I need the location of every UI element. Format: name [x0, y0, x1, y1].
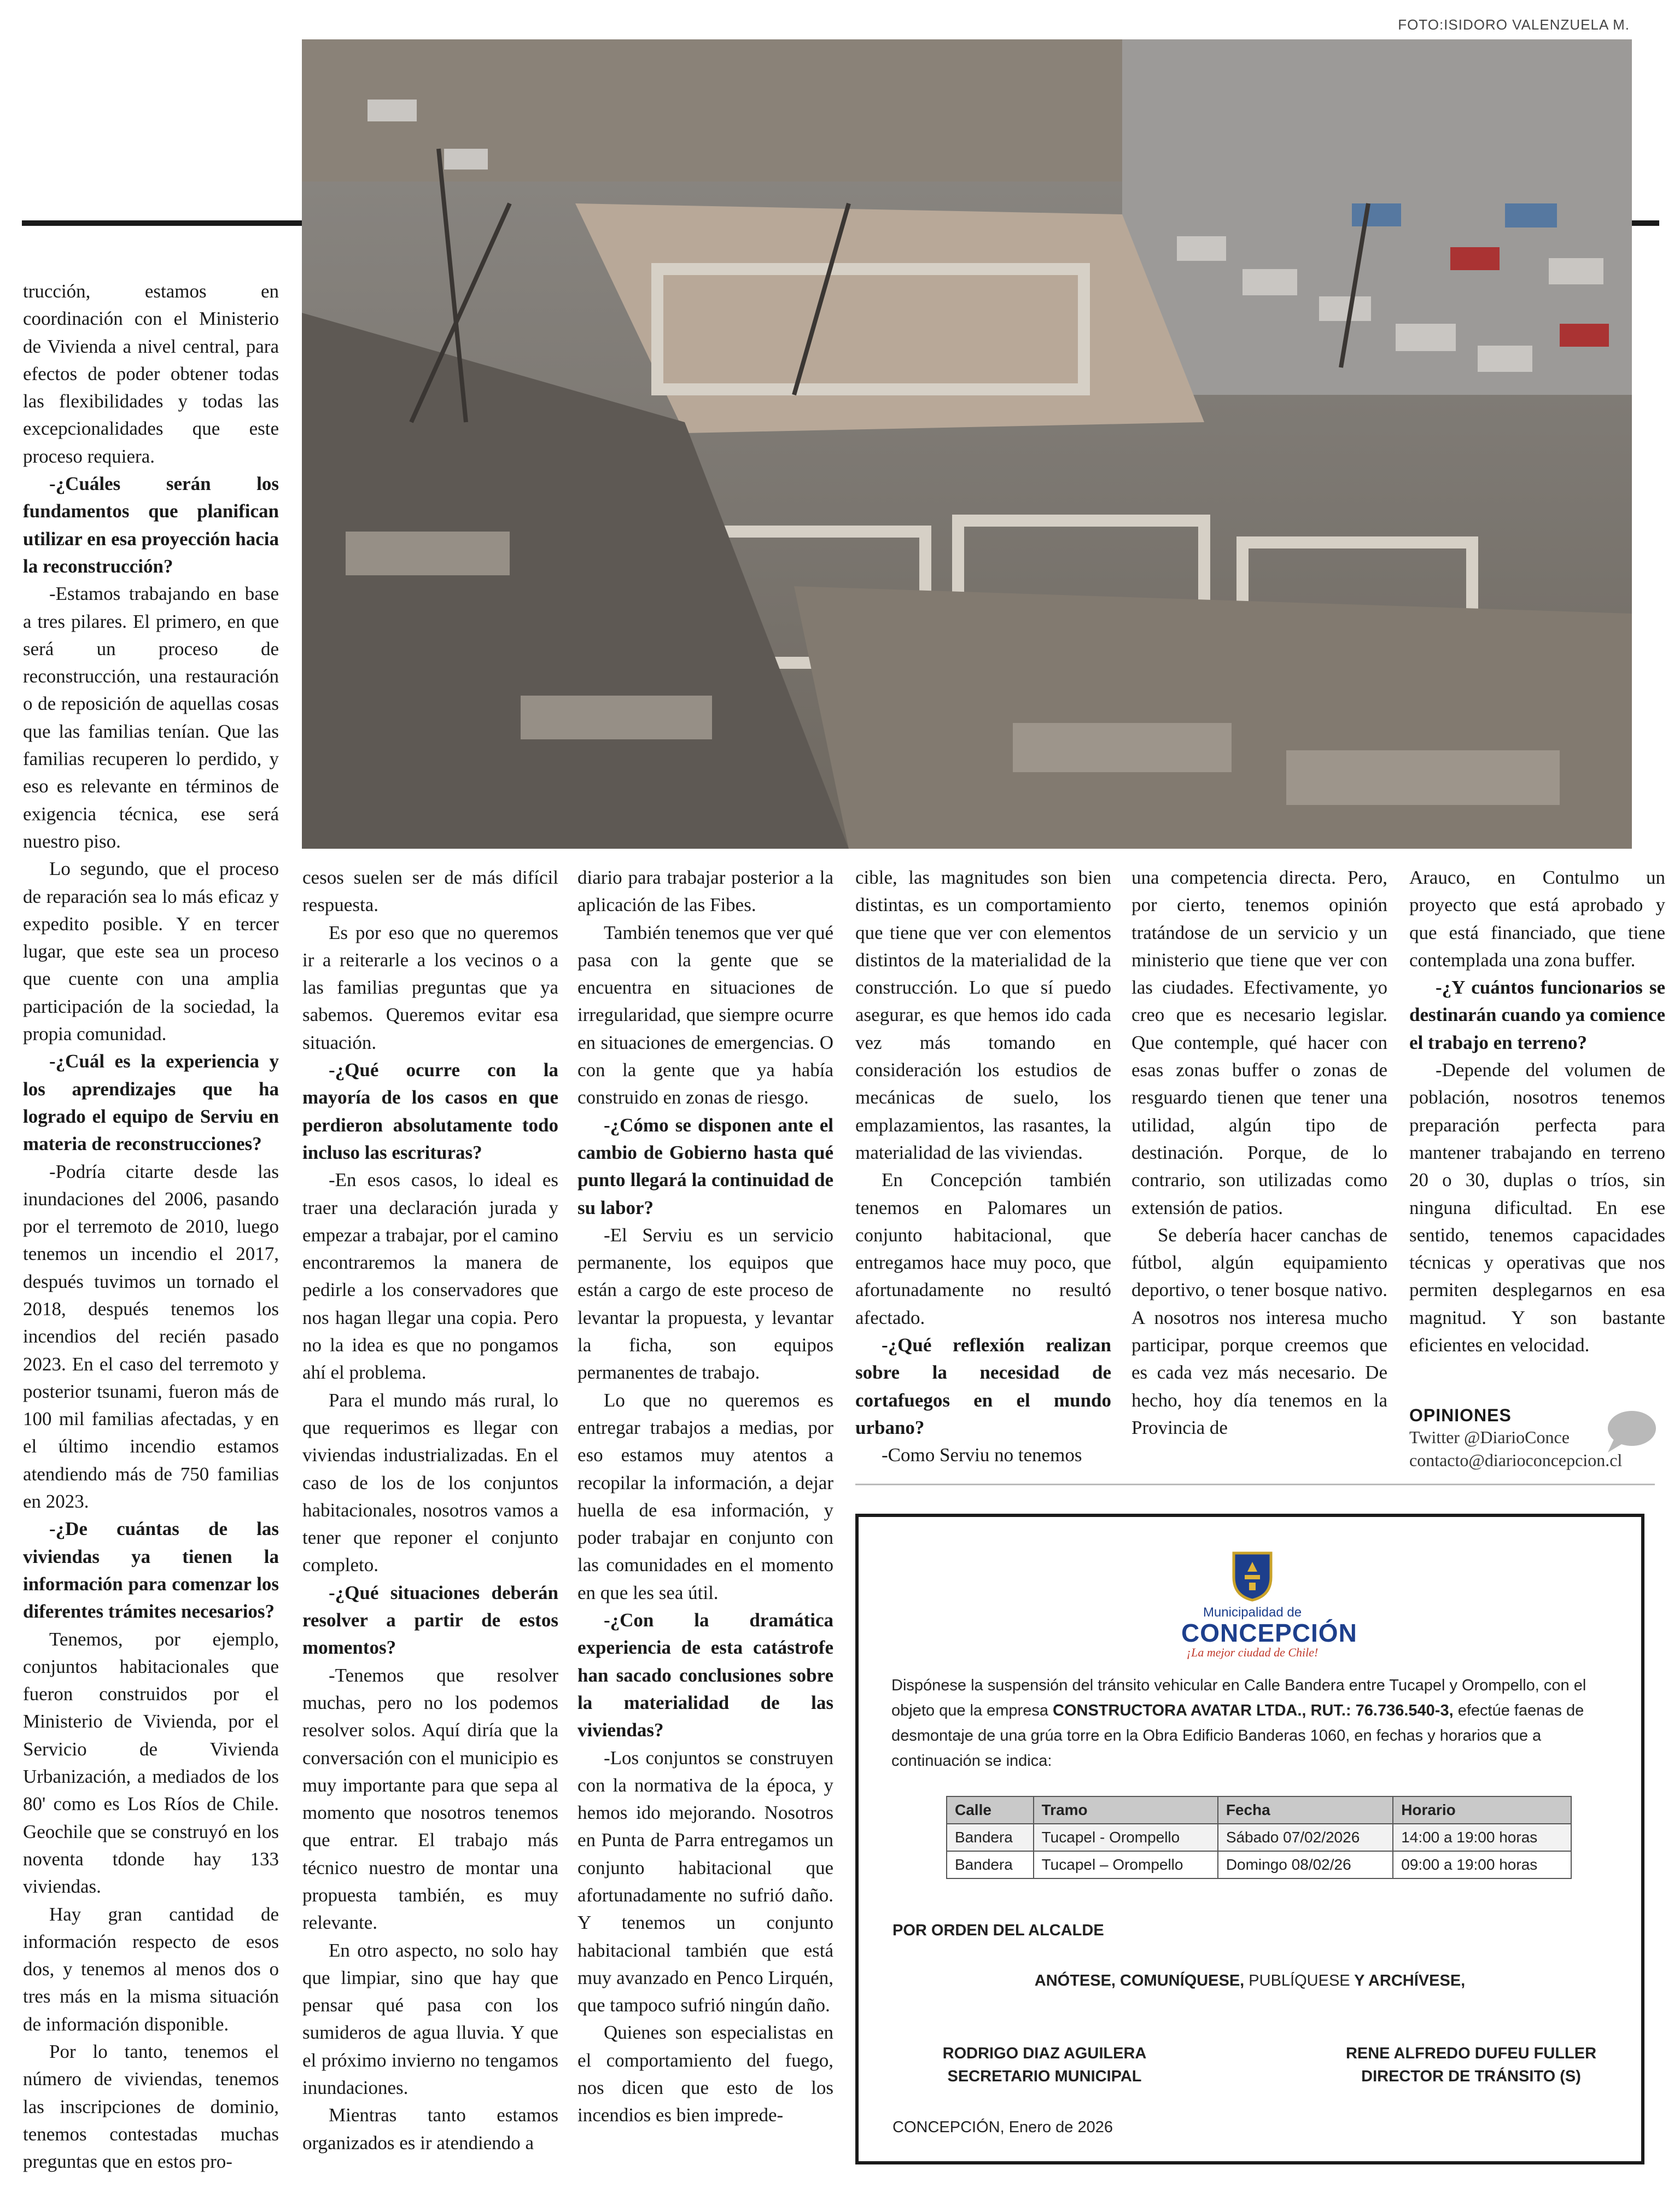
article-paragraph: Lo segundo, que el proceso de reparación sea lo más eficaz y expedito posible. Y en tercer lugar, que este sea un proceso que cuente con una amplia participación de la sociedad, la propia comunidad. [23, 858, 279, 1045]
opinions-email[interactable]: contacto@diarioconcepcion.cl [1409, 1450, 1623, 1470]
table-header: Tramo [1034, 1796, 1218, 1824]
table-row [947, 1824, 1571, 1851]
article-paragraph: Se debería hacer canchas de fútbol, algún equipamiento deportivo, o tener bosque nativo. A nosotros nos interesa mucho participar, porque creemos que es cada vez más necesario. De hecho, hoy día tenemos en la Provincia de [1131, 1224, 1387, 1438]
fire-damage-photo [302, 39, 1632, 849]
table-row [947, 1851, 1571, 1878]
article-paragraph: -El Serviu es un servicio permanente, los equipos que están a cargo de este proceso de levantar la propuesta, y levantar la ficha, son equipos permanentes de trabajo. [578, 1224, 833, 1384]
article-paragraph: -Depende del volumen de población, nosotros tenemos preparación perfecta para mantener trabajando en terreno 20 o 30, duplas o tríos, sin ninguna dificultad. En ese sentido, tenemos capacidades técnicas y operativas que nos permiten desplegarnos en esa magnitud. Y son bastante eficientes en velocidad. [1409, 1059, 1665, 1356]
article-paragraph: -Tenemos que resolver muchas, pero no los podemos resolver solos. Aquí diría que la conversación con el municipio es muy importante para que sepa al momento que nosotros tenemos que entrar. El trabajo más técnico nuestro de montar una propuesta también, es muy relevante. [302, 1664, 558, 1934]
formal-close-part-2: Y ARCHÍVESE, [1350, 1972, 1466, 1989]
interview-question: -¿Cuáles serán los fundamentos que planifican utilizar en esa proyección hacia la reconstrucción? [23, 473, 279, 577]
notice-date: CONCEPCIÓN, Enero de 2026 [892, 2119, 1113, 2136]
table-cell: Bandera [947, 1824, 1034, 1851]
interview-question: -¿Cómo se disponen ante el cambio de Gobierno hasta qué punto llegará la continuidad de su labor? [578, 1114, 833, 1218]
notice-text [891, 1673, 1613, 1773]
article-column-3 [578, 864, 833, 2129]
article-paragraph: -Estamos trabajando en base a tres pilares. El primero, en que será un proceso de reconstrucción, una restauración o de reposición de aquellas cosas que las familias tenían. Que las familias recuperen lo perdido, y eso es relevante en términos de exigencia técnica, ese será nuestro piso. [23, 583, 279, 852]
notice-text-company: CONSTRUCTORA AVATAR LTDA., RUT.: 76.736.540-3, [1053, 1702, 1454, 1719]
table-cell: Bandera [947, 1851, 1034, 1878]
opinions-twitter[interactable]: Twitter @DiarioConce [1409, 1427, 1570, 1447]
order-line: POR ORDEN DEL ALCALDE [892, 1922, 1104, 1939]
municipal-notice [855, 1514, 1644, 2164]
table-cell: 09:00 a 19:00 horas [1393, 1851, 1571, 1878]
article-paragraph: -Como Serviu no tenemos [882, 1444, 1082, 1466]
article-paragraph: cible, las magnitudes son bien distintas, es un comportamiento que tiene que ver con elementos distintos de la materialidad de la construcción. Lo que sí puedo asegurar, es que hemos ido cada vez más tomando en consideración los estudios de mecánicas de suelo, los emplazamientos, las rasantes, la materialidad de las viviendas. [855, 867, 1111, 1163]
table-header-row [947, 1796, 1571, 1824]
article-paragraph: Es por eso que no queremos ir a reiterarle a los vecinos o a las familias preguntas que ya sabemos. Queremos evitar esa situación. [302, 921, 558, 1053]
interview-question: -¿Cuál es la experiencia y los aprendizajes que ha logrado el equipo de Serviu en materia de reconstrucciones? [23, 1051, 279, 1155]
table-cell: Tucapel – Orompello [1034, 1851, 1218, 1878]
signature-secretary [935, 2042, 1154, 2088]
article-paragraph: Arauco, en Contulmo un proyecto que está aprobado y que está financiado, que tiene contemplada una zona buffer. [1409, 867, 1665, 971]
article-paragraph: cesos suelen ser de más difícil respuesta. [302, 867, 558, 916]
coat-of-arms-icon [1230, 1550, 1274, 1602]
article-paragraph: -Podría citarte desde las inundaciones del 2006, pasando por el terremoto de 2010, luego tenemos un incendio el 2017, después tuvimos un tornado el 2018, después tenemos los incendios del recién pasado 2023. En el caso del terremoto y posterior tsunami, fueron más de 100 mil familias afectadas, y en el último incendio estamos atendiendo más de 750 familias en 2023. [23, 1160, 279, 1513]
article-paragraph: Hay gran cantidad de información respecto de esos dos, y tenemos al menos dos o tres más en la misma situación de información disponible. [23, 1903, 279, 2035]
signer-title: DIRECTOR DE TRÁNSITO (S) [1361, 2068, 1581, 2085]
notice-text-part-1: Dispónese la suspensión del tránsito vehicular en Calle Bandera entre Tucapel y Orompello, con el objeto que la empresa [891, 1677, 1586, 1719]
article-paragraph: -En esos casos, lo ideal es traer una declaración jurada y empezar a trabajar, por el camino encontraremos la manera de pedirle a los conservadores que nos hagan llegar una copia. Pero no la idea es que no pongamos ahí el problema. [302, 1169, 558, 1384]
article-paragraph: Quienes son especialistas en el comportamiento del fuego, nos dicen que esto de los incendios es bien imprede- [578, 2022, 833, 2126]
table-header: Calle [947, 1796, 1034, 1824]
article-paragraph: También tenemos que ver qué pasa con la gente que se encuentra en situaciones de irregularidad, que siempre ocurre en situaciones de emergencias. O con la gente que ya había construido en zonas de riesgo. [578, 921, 833, 1108]
article-paragraph: En otro aspecto, no solo hay que limpiar, sino que hay que pensar qué pasa con los sumideros de agua lluvia. Y que el próximo invierno no tengamos inundaciones. [302, 1939, 558, 2099]
closure-schedule-table [946, 1796, 1572, 1879]
notice-divider [855, 1484, 1655, 1485]
interview-question: -¿De cuántas de las viviendas ya tienen la información para comenzar los diferentes trámites necesarios? [23, 1518, 279, 1623]
article-paragraph: Para el mundo más rural, lo que requerimos es llegar con viviendas industrializadas. En el caso de los de los conjuntos habitacionales, nosotros vamos a tener que reponer el conjunto completo. [302, 1389, 558, 1576]
article-paragraph: En Concepción también tenemos en Palomares un conjunto habitacional, que entregamos hace muy poco, que afortunadamente no resultó afectado. [855, 1169, 1111, 1328]
interview-question: -¿Qué ocurre con la mayoría de los casos en que perdieron absolutamente todo incluso las escrituras? [302, 1059, 558, 1163]
interview-question: -¿Y cuántos funcionarios se destinarán cuando ya comience el trabajo en terreno? [1409, 977, 1665, 1053]
formal-close-part-1: ANÓTESE, COMUNÍQUESE, [1034, 1972, 1249, 1989]
article-paragraph: Por lo tanto, tenemos el número de viviendas, tenemos las inscripciones de dominio, tenemos contestadas muchas preguntas que en estos pro- [23, 2041, 279, 2173]
article-paragraph: trucción, estamos en coordinación con el Ministerio de Vivienda a nivel central, para efectos de poder obtener todas las flexibilidades y todas las excepcionalidades que este proceso requiera. [23, 281, 279, 467]
top-rule-left [22, 220, 302, 226]
interview-question: -¿Con la dramática experiencia de esta catástrofe han sacado conclusiones sobre la materialidad de las viviendas? [578, 1609, 833, 1741]
logo-tagline: ¡La mejor ciudad de Chile! [1186, 1646, 1319, 1659]
logo-small-text: Municipalidad de [1203, 1605, 1302, 1620]
signature-director [1340, 2042, 1602, 2088]
photo-credit: FOTO:ISIDORO VALENZUELA M. [1398, 16, 1630, 33]
top-rule-right [1632, 220, 1659, 226]
table-header: Horario [1393, 1796, 1571, 1824]
article-paragraph: una competencia directa. Pero, por cierto, tenemos opinión tratándose de un servicio y un ministerio que tiene que ver con las ciudades. Efectivamente, yo creo que es necesario legislar. Que contemple, qué hacer con esas zonas buffer o zonas de resguardo tienen que tener una utilidad, algún tipo de destinación. Porque, de lo contrario, son utilizadas como extensión de patios. [1131, 867, 1387, 1218]
municipality-logo [1181, 1550, 1357, 1660]
article-column-4 [855, 864, 1111, 1469]
table-cell: Tucapel - Orompello [1034, 1824, 1218, 1851]
article-column-2 [302, 864, 558, 2157]
signer-name: RODRIGO DIAZ AGUILERA [942, 2045, 1147, 2062]
notice-text-part-2: efectúe faenas de desmontaje de una grúa torre en la Obra Edificio Banderas 1060, en fechas y horarios que a continuación se indica: [891, 1702, 1584, 1770]
opinions-title: OPINIONES [1409, 1405, 1512, 1425]
table-cell: 14:00 a 19:00 horas [1393, 1824, 1571, 1851]
formal-close-publiquese: PUBLÍQUESE [1249, 1972, 1350, 1989]
speech-bubble-icon [1602, 1410, 1657, 1454]
logo-big-text: CONCEPCIÓN [1181, 1619, 1357, 1647]
signer-name: RENE ALFREDO DUFEU FULLER [1345, 2045, 1597, 2062]
table-header: Fecha [1218, 1796, 1393, 1824]
table-cell: Domingo 08/02/26 [1218, 1851, 1393, 1878]
signer-title: SECRETARIO MUNICIPAL [947, 2068, 1142, 2085]
article-paragraph: Mientras tanto estamos organizados es ir atendiendo a [302, 2104, 558, 2154]
article-paragraph: diario para trabajar posterior a la aplicación de las Fibes. [578, 867, 833, 916]
article-column-5 [1131, 864, 1387, 1442]
article-paragraph: -Los conjuntos se construyen con la normativa de la época, y hemos ido mejorando. Nosotros en Punta de Parra entregamos un conjunto habitacional que afortunadamente no sufrió daño. Y tenemos un conjunto habitacional también que está muy avanzado en Penco Lirquén, que tampoco sufrió ningún daño. [578, 1747, 833, 2016]
interview-question: -¿Qué situaciones deberán resolver a partir de estos momentos? [302, 1582, 558, 1659]
article-column-6 [1409, 864, 1665, 1359]
formal-close [859, 1972, 1641, 1990]
table-cell: Sábado 07/02/2026 [1218, 1824, 1393, 1851]
article-column-1 [23, 278, 279, 2175]
interview-question: -¿Qué reflexión realizan sobre la necesidad de cortafuegos en el mundo urbano? [855, 1334, 1111, 1438]
article-paragraph: Lo que no queremos es entregar trabajos a medias, por eso estamos muy atentos a recopilar la información, a dejar huella de esa información, y poder trabajar en conjunto con las comunidades en el momento en que les sea útil. [578, 1389, 833, 1603]
article-paragraph: Tenemos, por ejemplo, conjuntos habitacionales que fueron construidos por el Ministerio de Vivienda, por el Servicio de Vivienda Urbanización, a mediados de los 80' como es Los Ríos de Chile. Geochile que se construyó en los noventa tdonde hay 133 viviendas. [23, 1628, 279, 1898]
